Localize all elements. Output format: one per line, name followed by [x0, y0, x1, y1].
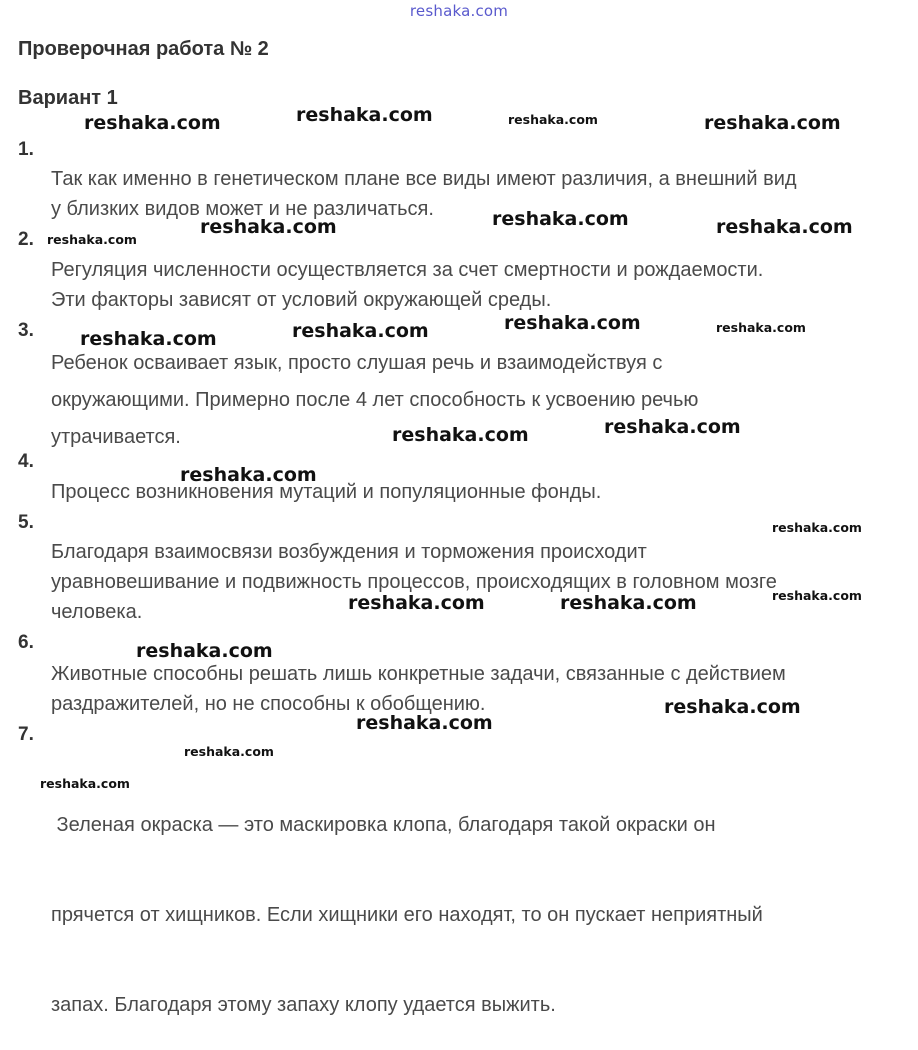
- watermark: reshaka.com: [772, 588, 862, 603]
- answer-line: утрачивается.: [51, 426, 181, 448]
- watermark: reshaka.com: [560, 592, 697, 614]
- answer-text: [51, 750, 763, 1050]
- answer-line: прячется от хищников. Если хищники его находят, то он пускает неприятный: [51, 904, 763, 926]
- watermark: reshaka.com: [180, 464, 317, 486]
- watermark: reshaka.com: [348, 592, 485, 614]
- watermark: reshaka.com: [704, 112, 841, 134]
- variant-heading: Вариант 1: [18, 87, 118, 109]
- answer-line: Животные способны решать лишь конкретные задачи, связанные с действием: [51, 663, 786, 685]
- watermark: reshaka.com: [356, 712, 493, 734]
- answer-line: Зеленая окраска — это маскировка клопа, благодаря такой окраски он: [51, 814, 716, 836]
- answer-line: запах. Благодаря этому запаху клопу удается выжить.: [51, 994, 556, 1016]
- watermark: reshaka.com: [200, 216, 337, 238]
- watermark: reshaka.com: [716, 320, 806, 335]
- answer-number: 6.: [18, 632, 34, 653]
- watermark: reshaka.com: [716, 216, 853, 238]
- site-watermark-top: reshaka.com: [409, 2, 509, 20]
- watermark: reshaka.com: [292, 320, 429, 342]
- answer-number: 4.: [18, 451, 34, 472]
- answer-line: уравновешивание и подвижность процессов, происходящих в головном мозге: [51, 571, 777, 593]
- answer-number: 1.: [18, 139, 34, 160]
- watermark: reshaka.com: [40, 776, 130, 791]
- watermark: reshaka.com: [84, 112, 221, 134]
- watermark: reshaka.com: [136, 640, 273, 662]
- answer-number: 2.: [18, 229, 34, 250]
- answer-line: человека.: [51, 601, 143, 623]
- answer-text: [51, 477, 601, 507]
- answer-text: [51, 164, 797, 224]
- watermark: reshaka.com: [664, 696, 801, 718]
- watermark: reshaka.com: [296, 104, 433, 126]
- answer-line: раздражителей, но не способны к обобщению.: [51, 693, 486, 715]
- answer-number: 7.: [18, 724, 34, 745]
- answer-line: Так как именно в генетическом плане все виды имеют различия, а внешний вид: [51, 168, 797, 190]
- answer-line: Процесс возникновения мутаций и популяционные фонды.: [51, 481, 602, 503]
- answer-number: 3.: [18, 320, 34, 341]
- page-title: Проверочная работа № 2: [18, 38, 269, 60]
- watermark: reshaka.com: [504, 312, 641, 334]
- watermark: reshaka.com: [80, 328, 217, 350]
- watermark: reshaka.com: [184, 744, 274, 759]
- watermark: reshaka.com: [772, 520, 862, 535]
- watermark: reshaka.com: [508, 112, 598, 127]
- answer-text: [51, 345, 698, 456]
- answer-text: [51, 255, 763, 315]
- answer-number: 5.: [18, 512, 34, 533]
- watermark: reshaka.com: [392, 424, 529, 446]
- answer-line: Эти факторы зависят от условий окружающей среды.: [51, 289, 552, 311]
- answer-line: Регуляция численности осуществляется за счет смертности и рождаемости.: [51, 259, 764, 281]
- answer-line: Ребенок осваивает язык, просто слушая речь и взаимодействуя с: [51, 352, 663, 374]
- answer-line: у близких видов может и не различаться.: [51, 198, 434, 220]
- answer-line: окружающими. Примерно после 4 лет способность к усвоению речью: [51, 389, 699, 411]
- watermark: reshaka.com: [604, 416, 741, 438]
- answer-line: Благодаря взаимосвязи возбуждения и торможения происходит: [51, 541, 647, 563]
- watermark: reshaka.com: [47, 232, 137, 247]
- watermark: reshaka.com: [492, 208, 629, 230]
